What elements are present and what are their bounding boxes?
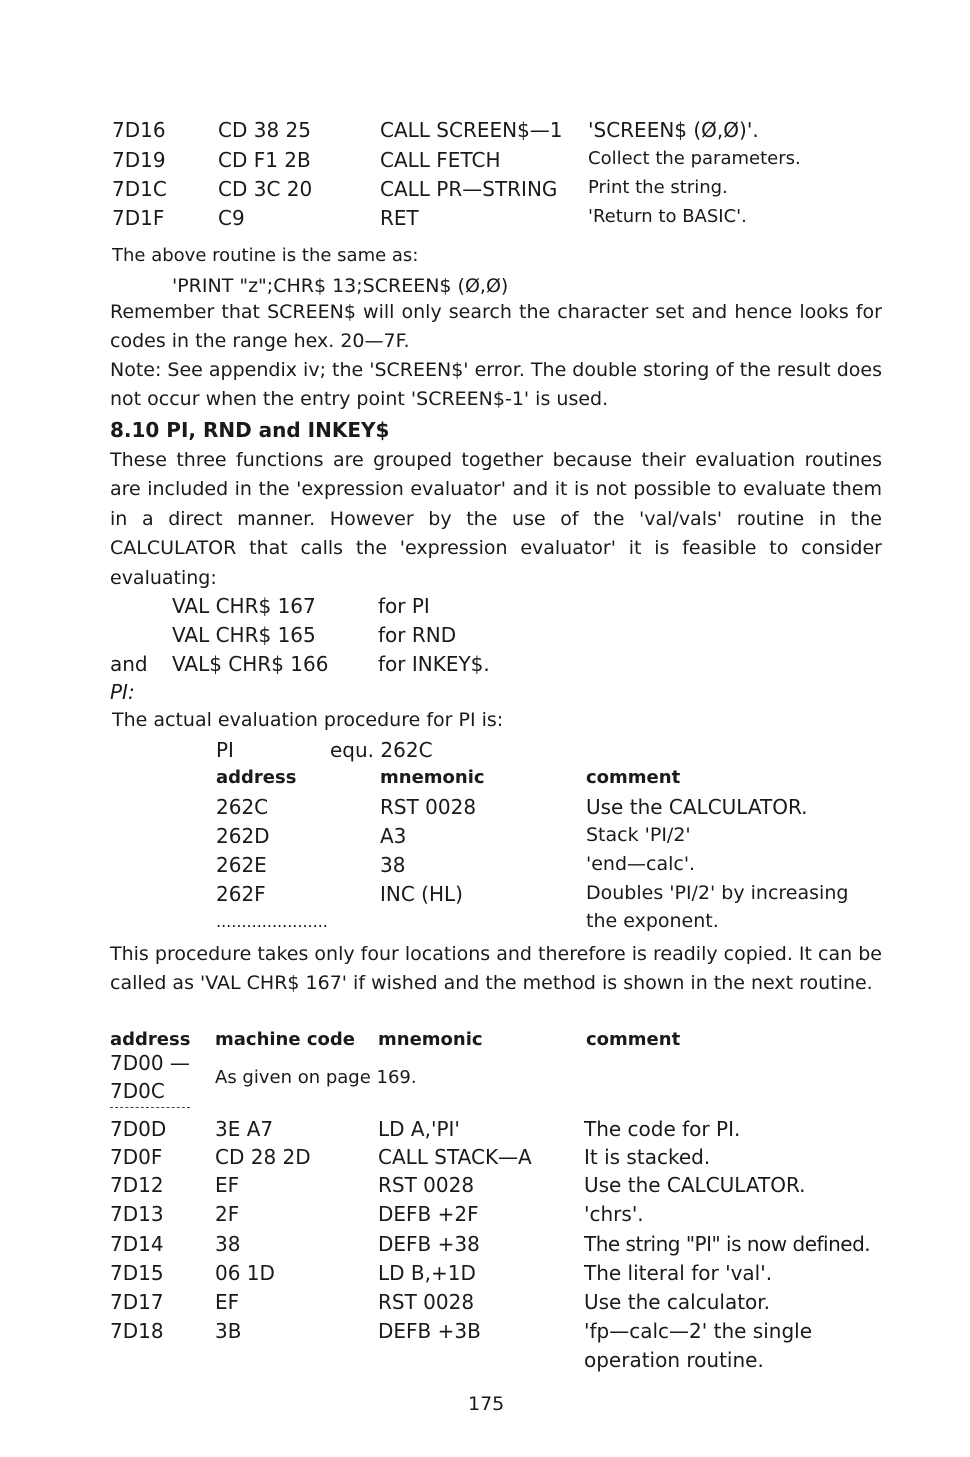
list-expr: VAL CHR$ 167 <box>172 594 316 618</box>
list-target: for INKEY$. <box>378 652 490 676</box>
mnemonic-cell: A3 <box>380 824 407 848</box>
table-row <box>0 824 970 854</box>
comment-cell: 'end—calc'. <box>586 853 696 875</box>
code-cell: 06 1D <box>215 1261 275 1285</box>
comment-cell: The code for PI. <box>584 1117 741 1141</box>
comment-cell: Collect the parameters. <box>588 148 801 169</box>
table-row <box>0 206 970 236</box>
comment-cell: Use the CALCULATOR. <box>584 1173 806 1197</box>
range-text: As given on page 169. <box>215 1067 417 1088</box>
table-row <box>0 118 970 148</box>
table-row <box>0 1117 970 1147</box>
note-paragraph: Note: See appendix iv; the 'SCREEN$' error. The double storing of the result does not occur when the entry point 'SCREEN$-1' is used. <box>110 359 882 411</box>
list-prefix: and <box>110 652 148 676</box>
mnemonic-cell: DEFB +3B <box>378 1319 481 1343</box>
table-row <box>0 853 970 883</box>
table-row <box>0 882 970 912</box>
ellipsis: ...................... <box>216 912 328 931</box>
mnemonic-cell: CALL FETCH <box>380 148 501 172</box>
range-end: 7D0C <box>110 1079 165 1103</box>
mnemonic-cell: CALL PR—STRING <box>380 177 558 201</box>
header-address: address <box>216 767 297 788</box>
address-cell: 7D0F <box>110 1145 163 1169</box>
code-cell: 2F <box>215 1202 240 1226</box>
list-target: for RND <box>378 623 457 647</box>
code-cell: EF <box>215 1173 240 1197</box>
table-row <box>0 795 970 825</box>
pi-label: PI: <box>110 680 135 704</box>
section-heading: 8.10 PI, RND and INKEY$ <box>110 418 390 442</box>
address-cell: 7D16 <box>112 118 166 142</box>
table-row <box>0 1173 970 1203</box>
table-row <box>0 177 970 207</box>
address-cell: 262E <box>216 853 267 877</box>
code-cell: CD F1 2B <box>218 148 311 172</box>
mnemonic-cell: RST 0028 <box>378 1173 475 1197</box>
mnemonic-cell: RET <box>380 206 419 230</box>
mnemonic-cell: INC (HL) <box>380 882 463 906</box>
after-procedure-paragraph: This procedure takes only four locations and therefore is readily copied. It can be called as 'VAL CHR$ 167' if wished and the method is shown in the next routine. <box>110 943 882 995</box>
comment-cell: Use the CALCULATOR. <box>586 795 808 819</box>
comment-cell: 'SCREEN$ (Ø,Ø)'. <box>588 118 759 142</box>
comment-cell: The string "PI" is now defined. <box>584 1232 871 1256</box>
mnemonic-cell: RST 0028 <box>378 1290 475 1314</box>
section-body: These three functions are grouped together because their evaluation routines are included in the 'expression evaluator' and it is not possible to evaluate them in a direct manner. However by the use of the 'val/vals' routine in the CALCULATOR that calls the 'expression evaluator' it is feasible to consider evaluating: <box>110 449 882 589</box>
header-comment: comment <box>586 767 681 788</box>
comment-cell: 'chrs'. <box>584 1202 644 1226</box>
mnemonic-cell: 38 <box>380 853 406 877</box>
header-mnemonic: mnemonic <box>380 767 485 788</box>
address-cell: 7D14 <box>110 1232 164 1256</box>
comment-cell: 'Return to BASIC'. <box>588 206 747 227</box>
address-cell: 7D1F <box>112 206 165 230</box>
comment-cell: It is stacked. <box>584 1145 711 1169</box>
mnemonic-cell: CALL SCREEN$—1 <box>380 118 563 142</box>
table-row <box>0 910 970 940</box>
address-cell: 262D <box>216 824 270 848</box>
mnemonic-cell: LD A,'PI' <box>378 1117 460 1141</box>
table-row <box>0 1232 970 1262</box>
list-target: for PI <box>378 594 430 618</box>
address-cell: 262C <box>216 795 269 819</box>
header-address: address <box>110 1029 191 1050</box>
mnemonic-cell: DEFB +38 <box>378 1232 480 1256</box>
code-cell: 38 <box>215 1232 241 1256</box>
header-machine-code: machine code <box>215 1029 355 1050</box>
comment-cell: Print the string. <box>588 177 728 198</box>
table-row <box>0 1290 970 1320</box>
header-comment: comment <box>586 1029 681 1050</box>
table-row <box>0 1319 970 1349</box>
comment-continuation: the exponent. <box>586 910 719 932</box>
comment-cell: 'fp—calc—2' the single <box>584 1319 813 1343</box>
address-cell: 7D18 <box>110 1319 164 1343</box>
comment-cell: Doubles 'PI/2' by increasing <box>586 882 849 904</box>
pi-header-row <box>0 767 970 797</box>
header-mnemonic: mnemonic <box>378 1029 483 1050</box>
range-start: 7D00 — <box>110 1051 190 1075</box>
address-cell: 7D1C <box>112 177 167 201</box>
range-divider <box>110 1107 190 1108</box>
page-number: 175 <box>468 1393 505 1415</box>
list-item <box>0 652 970 682</box>
pi-name: PI <box>216 738 234 762</box>
address-cell: 7D12 <box>110 1173 164 1197</box>
address-cell: 262F <box>216 882 266 906</box>
table-row <box>0 1261 970 1291</box>
list-item <box>0 623 970 653</box>
list-item <box>0 594 970 624</box>
code-cell: CD 38 25 <box>218 118 311 142</box>
address-cell: 7D19 <box>112 148 166 172</box>
table-row <box>0 1145 970 1175</box>
mnemonic-cell: CALL STACK—A <box>378 1145 532 1169</box>
address-cell: 7D0D <box>110 1117 167 1141</box>
same-as-text: The above routine is the same as: <box>112 245 419 266</box>
table-row <box>0 1202 970 1232</box>
comment-continuation: operation routine. <box>584 1348 764 1372</box>
code-cell: 3B <box>215 1319 242 1343</box>
table-row <box>0 148 970 178</box>
print-statement: 'PRINT "z";CHR$ 13;SCREEN$ (Ø,Ø) <box>172 275 509 297</box>
address-cell: 7D15 <box>110 1261 164 1285</box>
pi-equ-row <box>0 738 970 768</box>
code-cell: C9 <box>218 206 245 230</box>
code-cell: CD 3C 20 <box>218 177 313 201</box>
pi-equ: equ. 262C <box>330 738 433 762</box>
comment-cell: Stack 'PI/2' <box>586 824 691 846</box>
remember-paragraph: Remember that SCREEN$ will only search the character set and hence looks for codes in the range hex. 20—7F. <box>110 301 882 353</box>
pi-intro: The actual evaluation procedure for PI is: <box>112 709 504 731</box>
mnemonic-cell: LD B,+1D <box>378 1261 476 1285</box>
address-cell: 7D13 <box>110 1202 164 1226</box>
list-expr: VAL$ CHR$ 166 <box>172 652 329 676</box>
comment-cell: Use the calculator. <box>584 1290 771 1314</box>
list-expr: VAL CHR$ 165 <box>172 623 316 647</box>
address-cell: 7D17 <box>110 1290 164 1314</box>
mnemonic-cell: RST 0028 <box>380 795 477 819</box>
comment-cell: The literal for 'val'. <box>584 1261 773 1285</box>
mnemonic-cell: DEFB +2F <box>378 1202 479 1226</box>
code-cell: EF <box>215 1290 240 1314</box>
code-cell: 3E A7 <box>215 1117 274 1141</box>
code-cell: CD 28 2D <box>215 1145 311 1169</box>
